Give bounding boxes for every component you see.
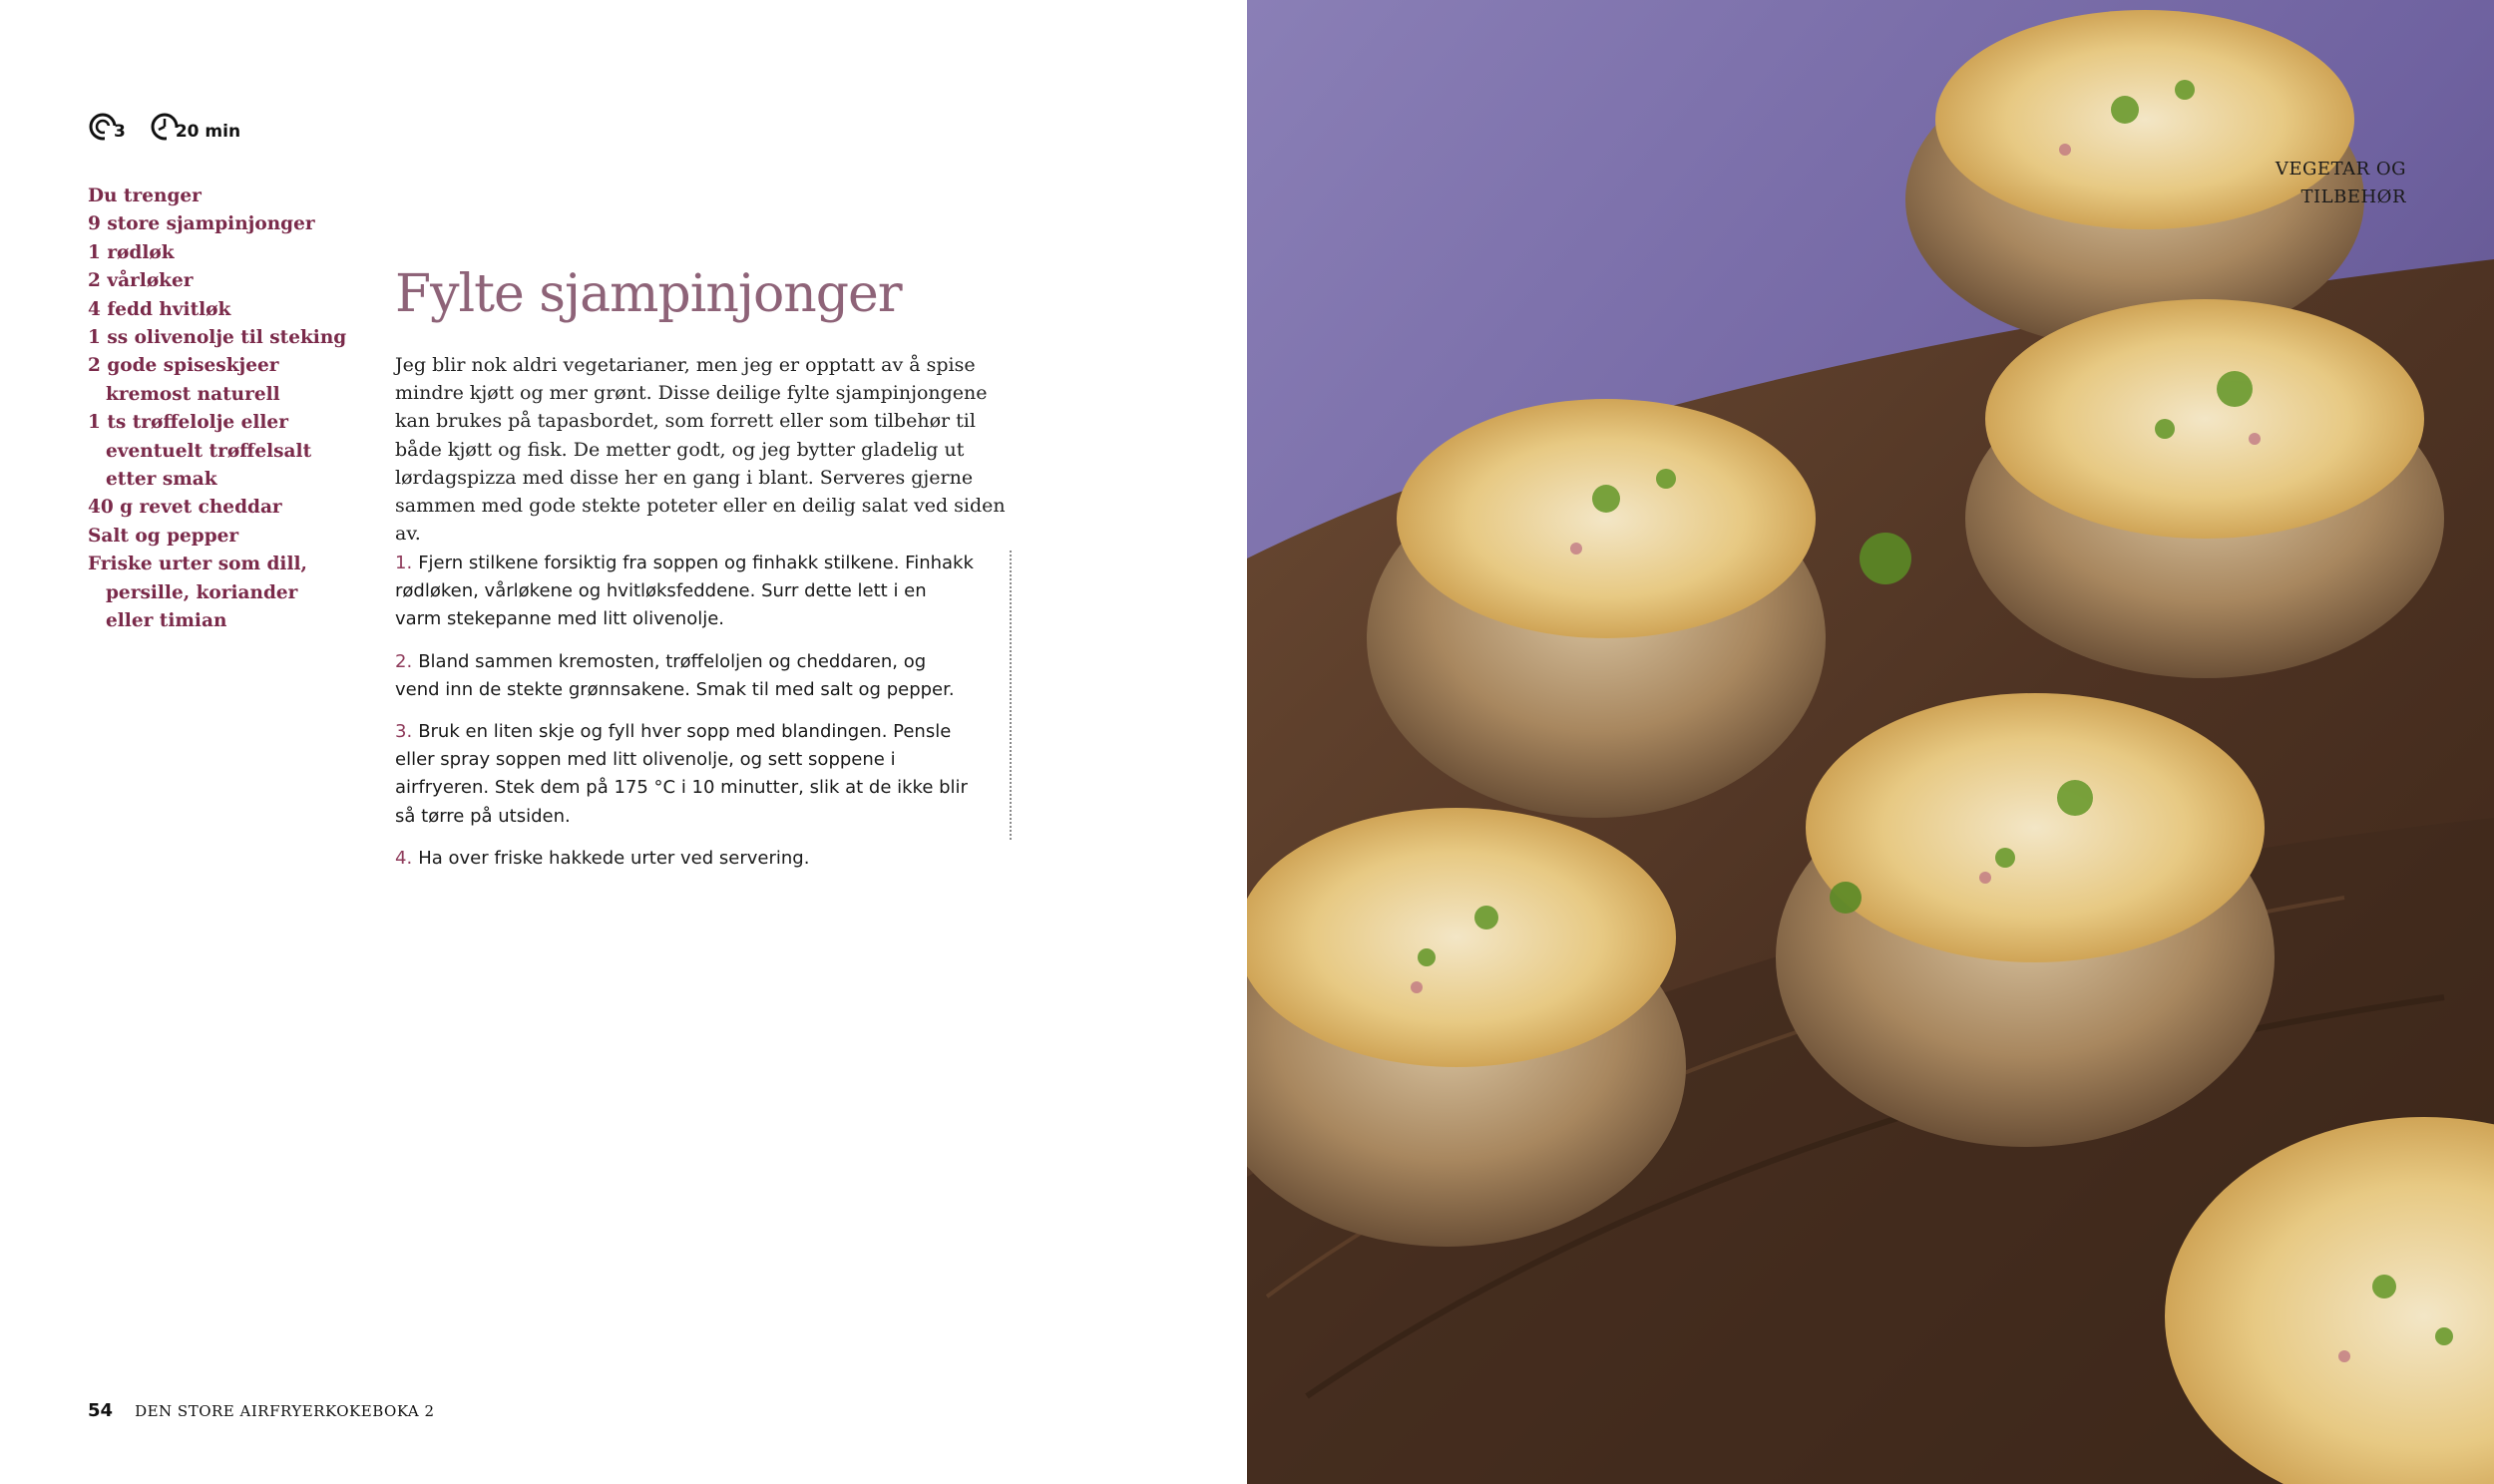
ingredient-item: Salt og pepper: [88, 525, 239, 547]
step: [395, 718, 974, 831]
servings-count: 3: [114, 122, 126, 142]
food-photo: [1247, 0, 2494, 1484]
stuffed-mushrooms-illustration: [1247, 0, 2494, 1484]
time: [150, 112, 240, 142]
recipe-title: Fylte sjampinjonger: [395, 264, 902, 324]
recipe-steps: [395, 550, 974, 887]
step-number: 3.: [395, 721, 413, 743]
ingredient-item: 1 ts trøffelolje eller eventuelt trøffelsalt etter smak: [88, 412, 312, 491]
recipe-meta: [88, 112, 240, 142]
step-number: 1.: [395, 553, 413, 573]
step-text: Bruk en liten skje og fyll hver sopp med blandingen. Pensle eller spray soppen med litt olivenolje, og sett soppene i airfryeren. Stek dem på 175 °C i 10 minutter, slik at de ikke blir så tørre på utsiden.: [395, 721, 968, 827]
time-value: 20 min: [175, 122, 241, 142]
section-label-line1: VEGETAR OG: [2275, 159, 2406, 180]
steps-divider: [1010, 551, 1012, 840]
section-label: [2276, 156, 2406, 211]
ingredient-item: 2 vårløker: [88, 270, 194, 292]
page-number: 54: [88, 1400, 114, 1421]
ingredient-item: 9 store sjampinjonger: [88, 213, 315, 235]
step-number: 4.: [395, 847, 413, 869]
ingredient-item: 1 rødløk: [88, 241, 175, 263]
book-title: DEN STORE AIRFRYERKOKEBOKA 2: [135, 1401, 435, 1420]
section-label-line2: TILBEHØR: [2300, 186, 2406, 207]
step-number: 2.: [395, 650, 413, 672]
ingredients-list: [88, 183, 347, 636]
step-text: Bland sammen kremosten, trøffeloljen og cheddaren, og vend inn de stekte grønnsakene. Smak til med salt og pepper.: [395, 650, 955, 700]
step: [395, 845, 974, 873]
step-text: Fjern stilkene forsiktig fra soppen og finhakk stilkene. Finhakk rødløken, vårløkene og hvitløksfeddene. Surr dette lett i en varm stekepanne med litt olivenolje.: [395, 553, 974, 630]
ingredient-item: Friske urter som dill, persille, koriander eller timian: [88, 554, 307, 632]
ingredient-item: 2 gode spiseskjeer kremost naturell: [88, 355, 280, 405]
ingredient-item: 4 fedd hvitløk: [88, 298, 231, 320]
step: [395, 648, 974, 704]
step-text: Ha over friske hakkede urter ved servering.: [418, 847, 810, 869]
ingredient-item: 1 ss olivenolje til steking: [88, 327, 347, 349]
servings: [88, 112, 126, 142]
page-footer: [88, 1400, 435, 1421]
ingredients-heading: Du trenger: [88, 186, 202, 206]
recipe-intro: Jeg blir nok aldri vegetarianer, men jeg er opptatt av å spise mindre kjøtt og mer grønt. Disse deilige fylte sjampinjongene kan brukes på tapasbordet, som forrett eller som tilbehør til både kjøtt og fisk. De metter godt, og jeg bytter gladelig ut lørdagspizza med disse her en gang i blant. Serveres gjerne sammen med gode stekte poteter eller en deilig salat ved siden av.: [395, 354, 1006, 546]
ingredient-item: 40 g revet cheddar: [88, 497, 282, 519]
step: [395, 550, 974, 634]
